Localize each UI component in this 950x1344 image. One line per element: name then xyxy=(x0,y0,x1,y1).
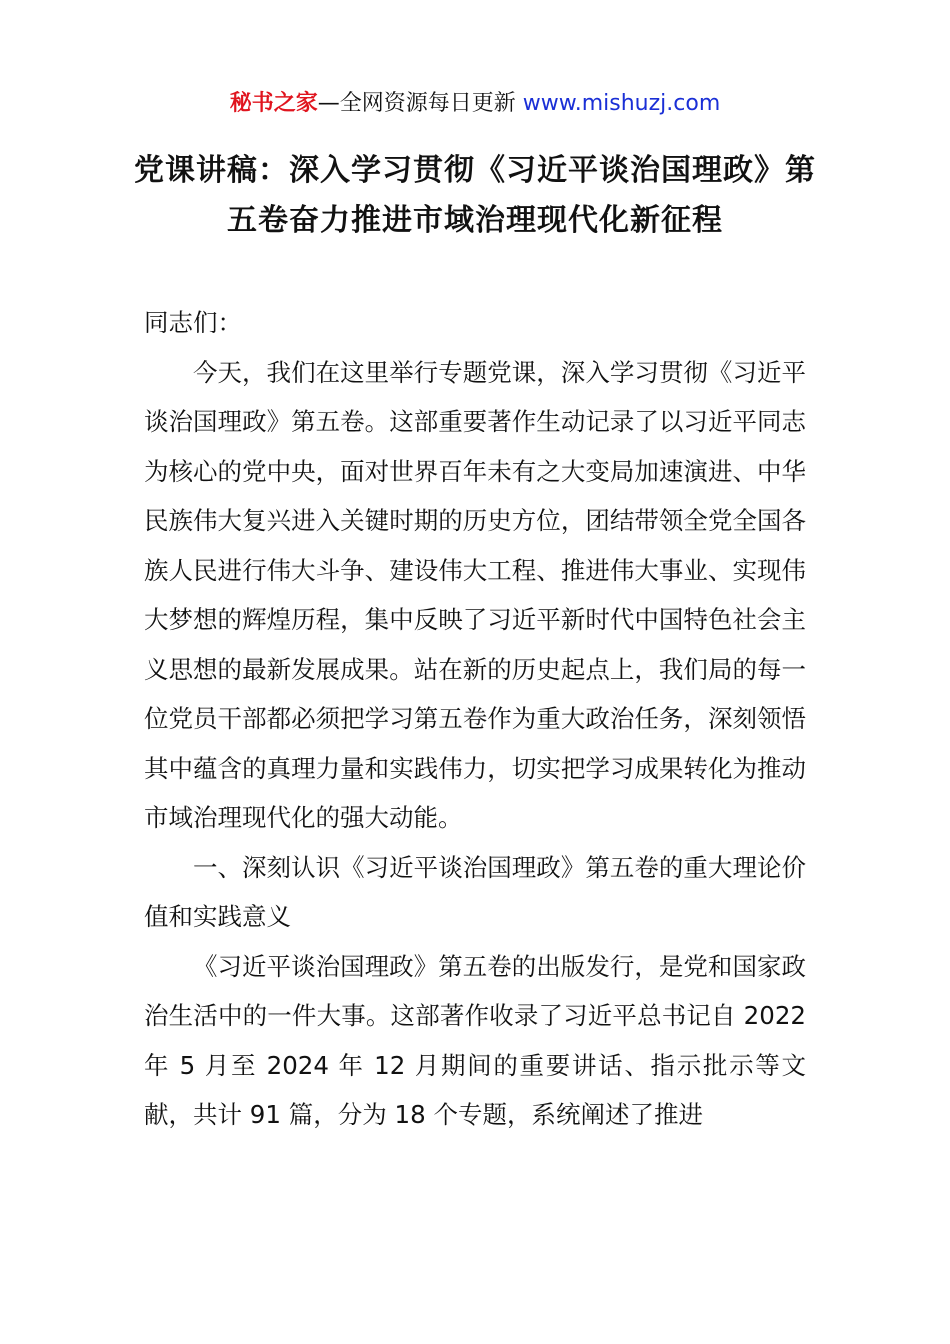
brand-name: 秘书之家 xyxy=(229,91,318,116)
header-tagline: —全网资源每日更新 xyxy=(317,91,516,116)
document-title: 党课讲稿：深入学习贯彻《习近平谈治国理政》第五卷奋力推进市域治理现代化新征程 xyxy=(134,153,816,238)
site-url-link[interactable]: www.mishuzj.com xyxy=(522,91,721,116)
document-body xyxy=(144,298,806,1140)
paragraph-intro: 今天，我们在这里举行专题党课，深入学习贯彻《习近平谈治国理政》第五卷。这部重要著作生动记录了以习近平同志为核心的党中央，面对世界百年未有之大变局加速演进、中华民族伟大复兴进入关键时期的历史方位，团结带领全党全国各族人民进行伟大斗争、建设伟大工程、推进伟大事业、实现伟大梦想的辉煌历程，集中反映了习近平新时代中国特色社会主义思想的最新发展成果。站在新的历史起点上，我们局的每一位党员干部都必须把学习第五卷作为重大政治任务，深刻领悟其中蕴含的真理力量和实践伟力，切实把学习成果转化为推动市域治理现代化的强大动能。 xyxy=(144,357,806,832)
section-heading: 一、深刻认识《习近平谈治国理政》第五卷的重大理论价值和实践意义 xyxy=(144,852,806,931)
site-header xyxy=(0,88,950,120)
salutation: 同志们： xyxy=(144,308,242,337)
paragraph-section-one: 《习近平谈治国理政》第五卷的出版发行，是党和国家政治生活中的一件大事。这部著作收录了习近平总书记自 2022 年 5 月至 2024 年 12 月期间的重要讲话、指示批示等文献，共计 91 篇，分为 18 个专题，系统阐述了推进 xyxy=(144,951,806,1129)
